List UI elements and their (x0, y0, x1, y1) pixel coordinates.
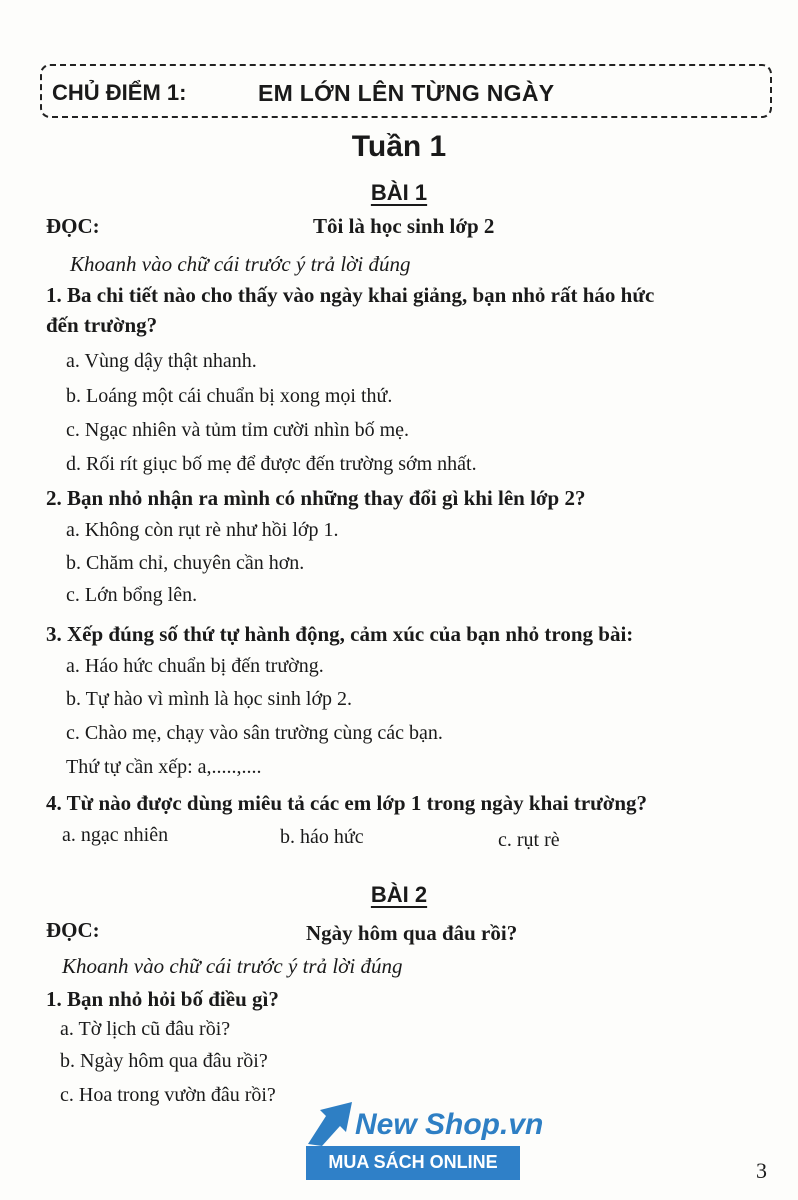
lesson1-q1-option-d: d. Rối rít giục bố mẹ để được đến trường sớm nhất. (66, 453, 477, 475)
newshop-arrow-icon (306, 1098, 358, 1148)
lesson1-reading-label: ĐỌC: (46, 214, 100, 238)
topic-label: CHỦ ĐIỂM 1: (52, 80, 187, 105)
lesson2-heading: BÀI 2 (370, 882, 428, 907)
lesson2-q1-text: 1. Bạn nhỏ hỏi bố điều gì? (46, 987, 279, 1011)
lesson2-reading-label: ĐỌC: (46, 918, 100, 942)
lesson1-q3-option-b: b. Tự hào vì mình là học sinh lớp 2. (66, 688, 353, 710)
lesson1-q3-order-line: Thứ tự cần xếp: a,.....,.... (66, 756, 262, 778)
lesson1-q3-text: 3. Xếp đúng số thứ tự hành động, cảm xúc của bạn nhỏ trong bài: (46, 622, 634, 646)
lesson1-q4-option-c: c. rụt rè (498, 829, 560, 851)
lesson2-instruction: Khoanh vào chữ cái trước ý trả lời đúng (62, 954, 403, 978)
lesson2-q1-option-c: c. Hoa trong vườn đâu rồi? (60, 1084, 276, 1106)
lesson2-reading-title: Ngày hôm qua đâu rồi? (306, 921, 518, 945)
lesson1-q1-option-a: a. Vùng dậy thật nhanh. (66, 350, 257, 372)
lesson1-q2-option-b: b. Chăm chỉ, chuyên cần hơn. (66, 552, 305, 574)
week-title: Tuần 1 (351, 130, 447, 163)
lesson1-q3-option-a: a. Háo hức chuẩn bị đến trường. (66, 655, 324, 677)
lesson1-instruction: Khoanh vào chữ cái trước ý trả lời đúng (70, 252, 411, 276)
lesson1-q4-option-a: a. ngạc nhiên (62, 824, 169, 846)
lesson2-q1-option-b: b. Ngày hôm qua đâu rồi? (60, 1050, 268, 1072)
lesson1-q1-line1: 1. Ba chi tiết nào cho thấy vào ngày khai giảng, bạn nhỏ rất háo hức (46, 283, 655, 307)
lesson2-q1-option-a: a. Tờ lịch cũ đâu rồi? (60, 1018, 231, 1040)
lesson1-q2-option-a: a. Không còn rụt rè như hồi lớp 1. (66, 519, 339, 541)
lesson1-q3-option-c: c. Chào mẹ, chạy vào sân trường cùng các bạn. (66, 722, 443, 744)
lesson1-q1-line2: đến trường? (46, 313, 158, 337)
lesson1-q4-option-b: b. háo hức (280, 826, 364, 848)
lesson1-q2-option-c: c. Lớn bổng lên. (66, 584, 198, 606)
watermark-tagline: MUA SÁCH ONLINE (328, 1152, 498, 1172)
lesson1-heading: BÀI 1 (370, 180, 428, 205)
lesson1-q1-option-b: b. Loáng một cái chuẩn bị xong mọi thứ. (66, 385, 393, 407)
page-number: 3 (756, 1158, 767, 1183)
lesson1-reading-title: Tôi là học sinh lớp 2 (313, 214, 495, 238)
lesson1-q1-option-c: c. Ngạc nhiên và tủm tỉm cười nhìn bố mẹ. (66, 419, 410, 441)
lesson1-q2-text: 2. Bạn nhỏ nhận ra mình có những thay đổi gì khi lên lớp 2? (46, 486, 586, 510)
lesson1-q4-text: 4. Từ nào được dùng miêu tả các em lớp 1 trong ngày khai trường? (46, 791, 648, 815)
watermark-brand: New Shop.vn (355, 1108, 544, 1141)
topic-title: EM LỚN LÊN TỪNG NGÀY (258, 80, 555, 106)
